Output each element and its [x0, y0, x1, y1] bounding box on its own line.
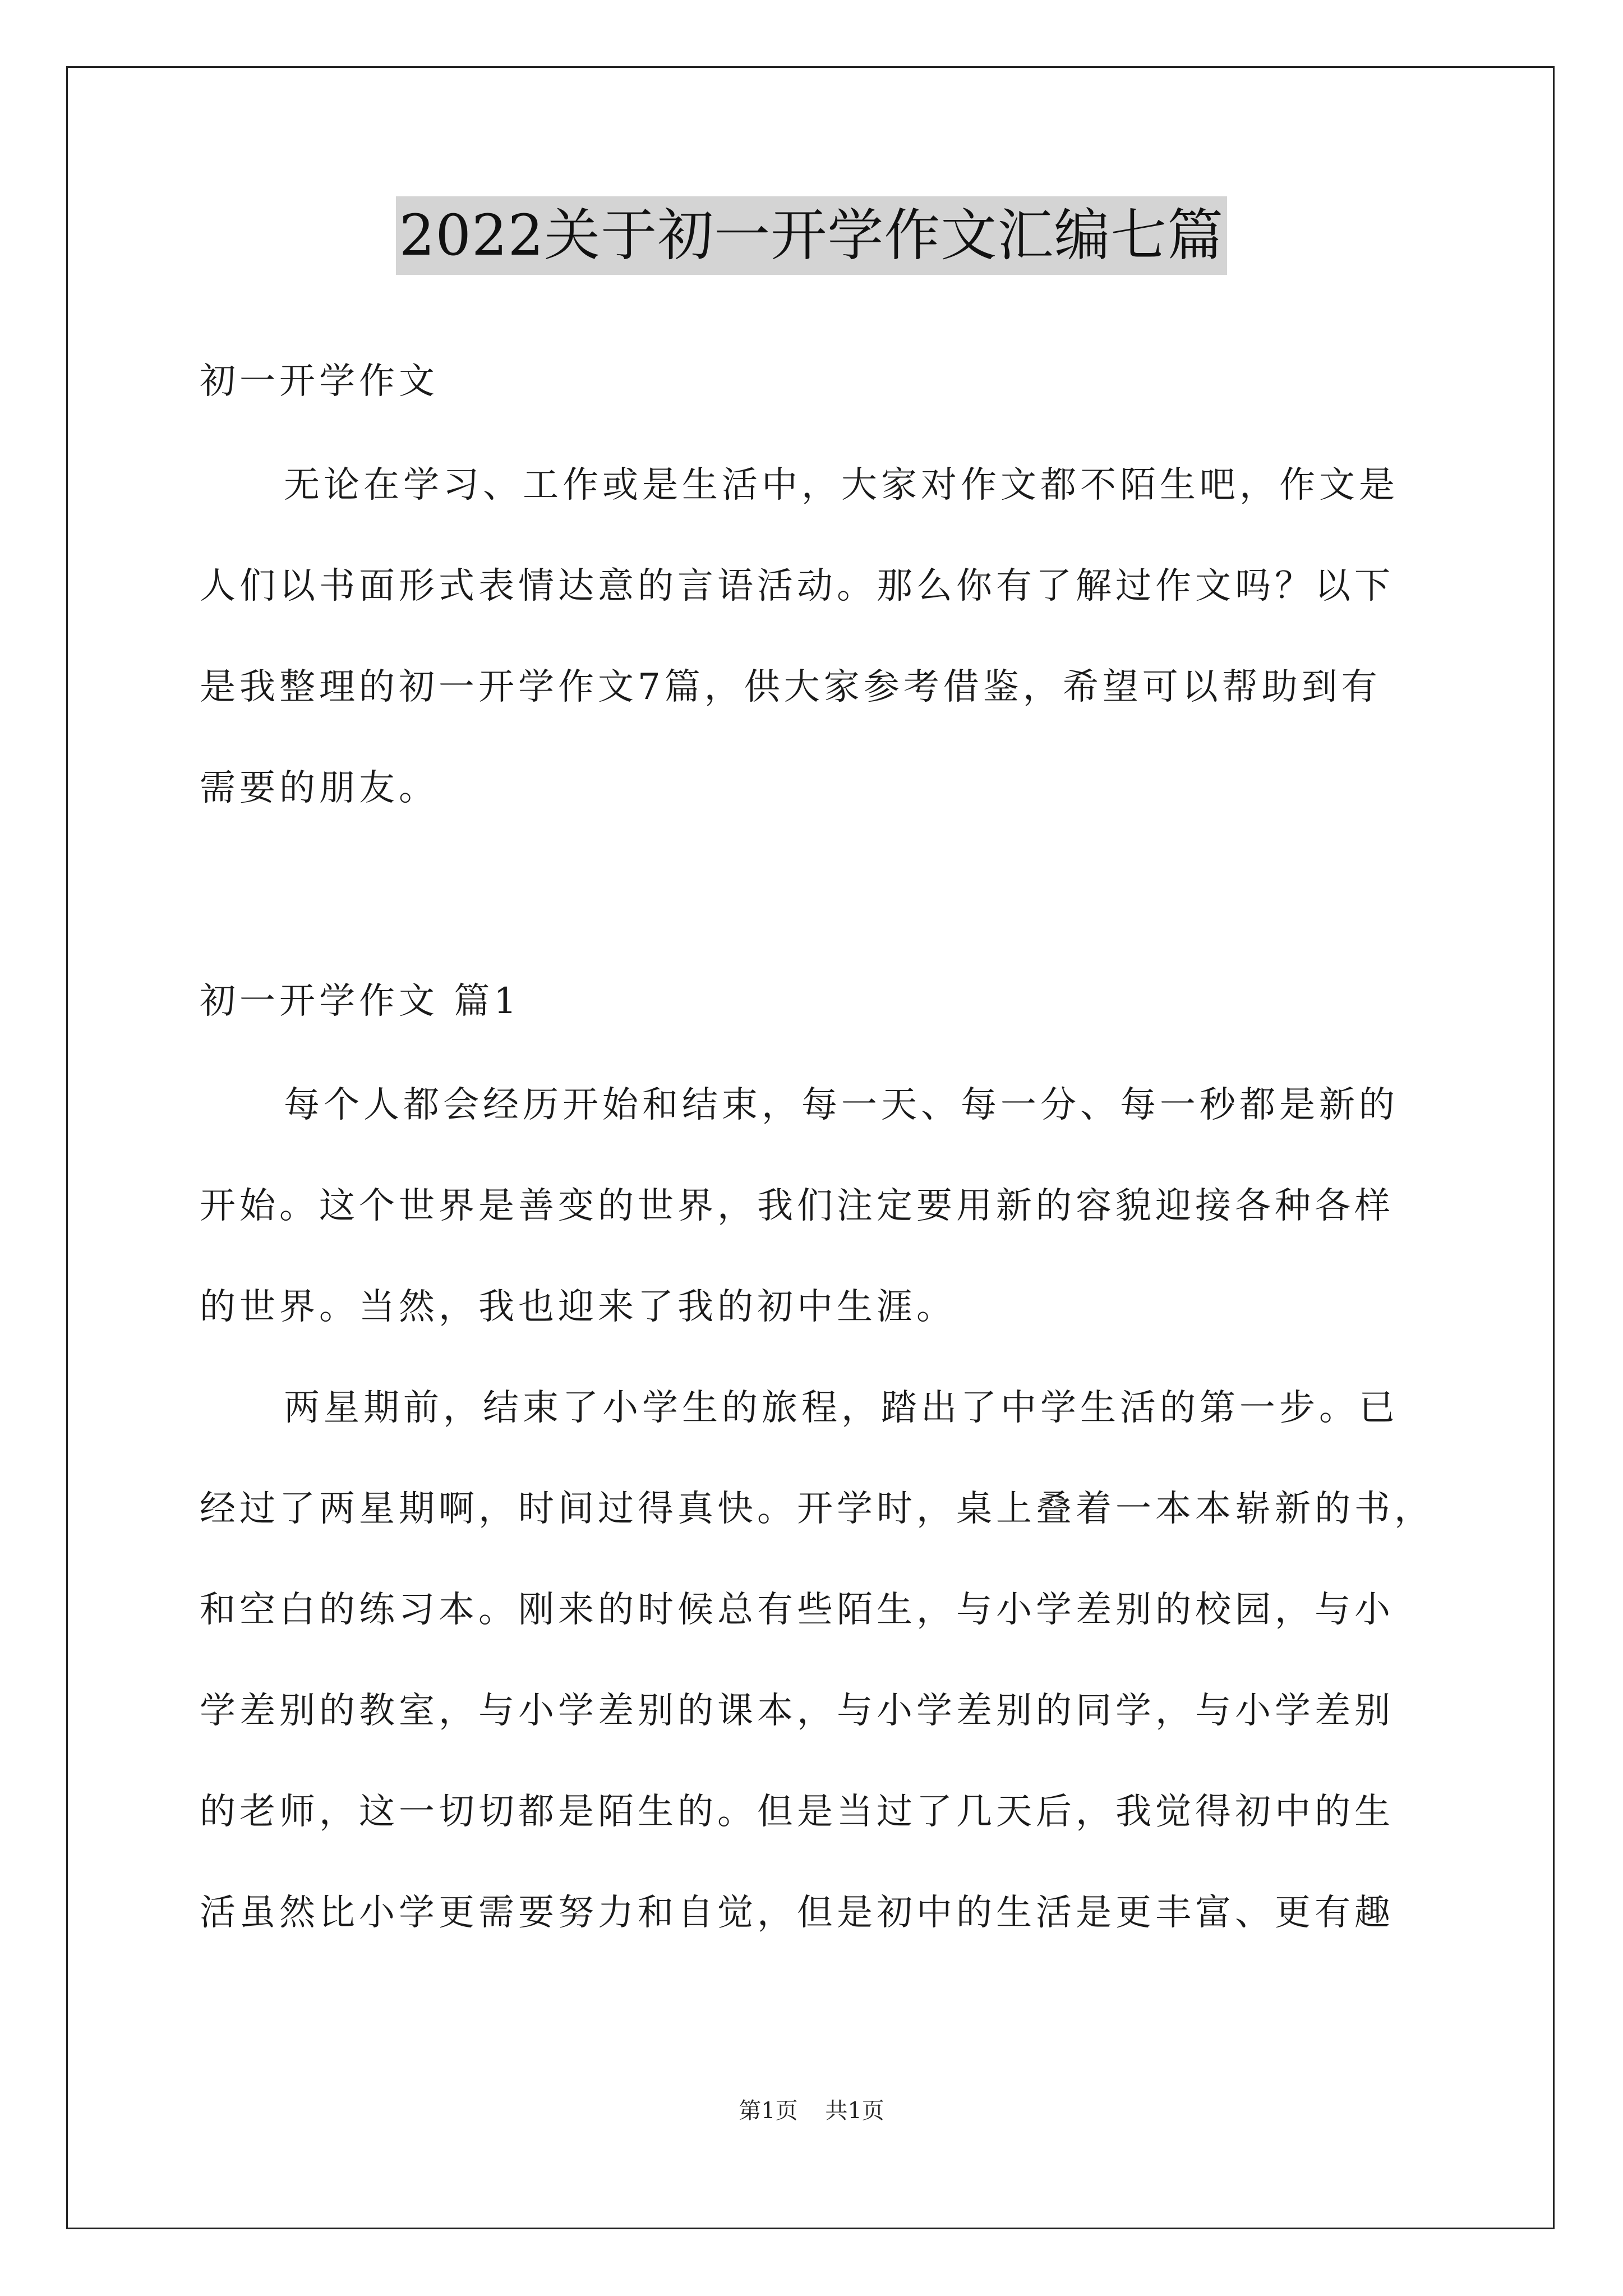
section-heading: 初一开学作文 [200, 361, 439, 402]
intro-line: 需要的朋友。 [200, 767, 439, 809]
article-heading: 初一开学作文 篇1 [200, 981, 521, 1022]
page-footer [0, 2097, 1623, 2125]
paragraph-line: 经过了两星期啊，时间过得真快。开学时，桌上叠着一本本崭新的书， [200, 1488, 1434, 1530]
paragraph-line: 的世界。当然，我也迎来了我的初中生涯。 [200, 1286, 956, 1328]
paragraph-line: 每个人都会经历开始和结束，每一天、每一分、每一秒都是新的 [284, 1084, 1399, 1126]
document-title: 2022关于初一开学作文汇编七篇 [396, 196, 1228, 275]
paragraph-line: 和空白的练习本。刚来的时候总有些陌生，与小学差别的校园，与小 [200, 1589, 1394, 1631]
page-total: 共1页 [825, 2098, 884, 2124]
paragraph-line: 的老师，这一切切都是陌生的。但是当过了几天后，我觉得初中的生 [200, 1791, 1394, 1833]
intro-line: 人们以书面形式表情达意的言语活动。那么你有了解过作文吗？以下 [200, 565, 1394, 607]
paragraph-line: 学差别的教室，与小学差别的课本，与小学差别的同学，与小学差别 [200, 1690, 1394, 1732]
paragraph-line: 两星期前，结束了小学生的旅程，踏出了中学生活的第一步。已 [284, 1387, 1399, 1429]
paragraph-line: 活虽然比小学更需要努力和自觉，但是初中的生活是更丰富、更有趣 [200, 1892, 1394, 1934]
paragraph-line: 开始。这个世界是善变的世界，我们注定要用新的容貌迎接各种各样 [200, 1185, 1394, 1227]
page-number: 第1页 [739, 2098, 798, 2124]
intro-line: 无论在学习、工作或是生活中，大家对作文都不陌生吧，作文是 [284, 464, 1399, 506]
title-container [0, 196, 1623, 275]
intro-line: 是我整理的初一开学作文7篇，供大家参考借鉴，希望可以帮助到有 [200, 666, 1381, 708]
